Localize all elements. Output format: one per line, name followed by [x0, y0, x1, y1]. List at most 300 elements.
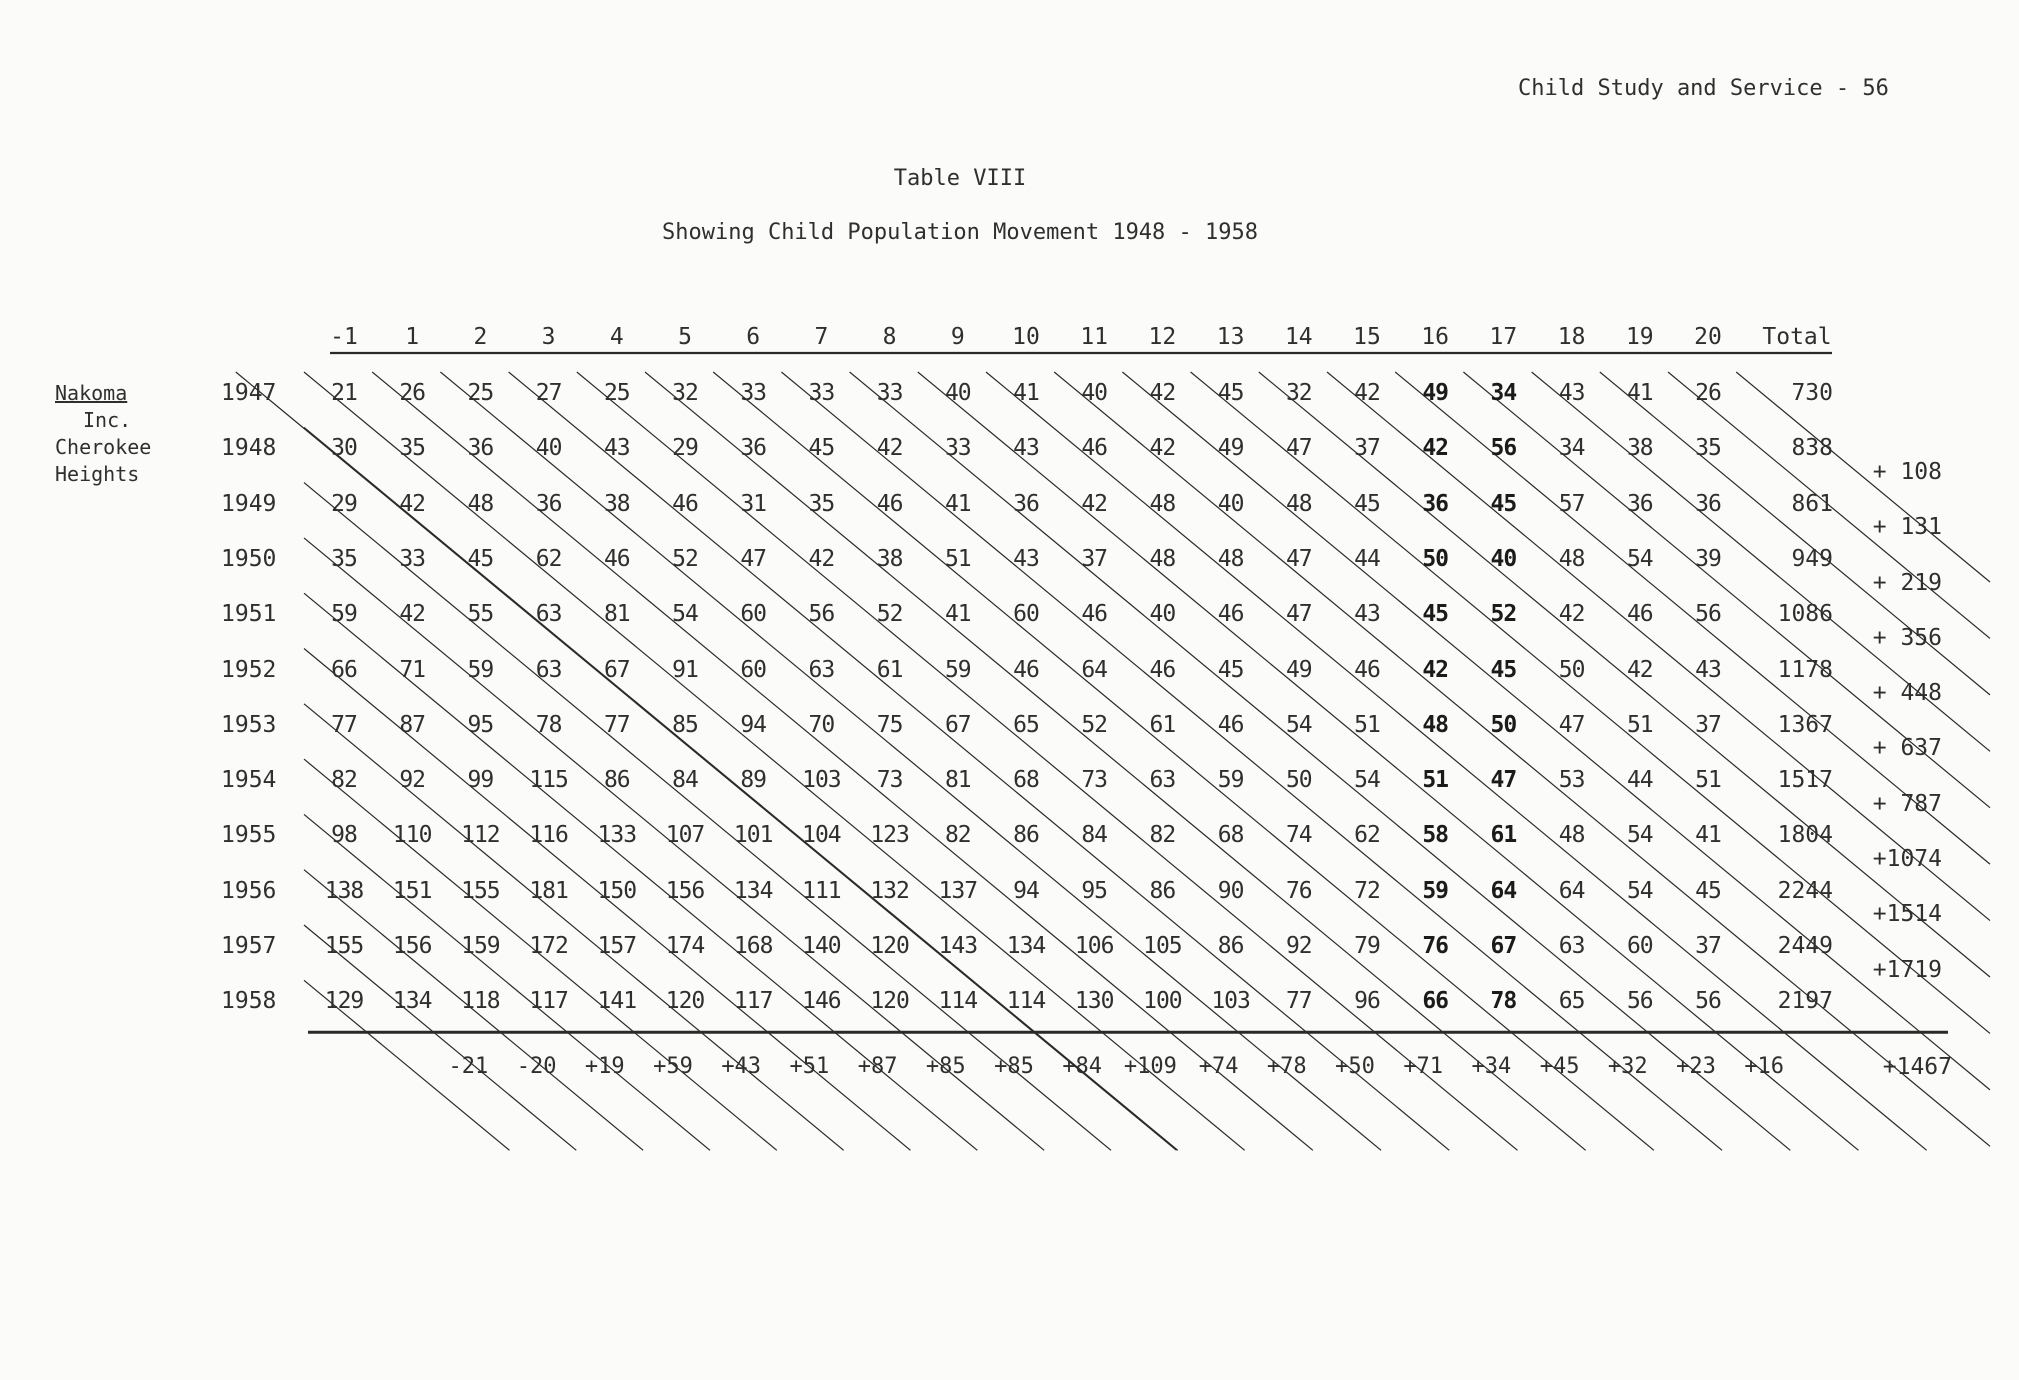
- table-cell: 62: [535, 545, 562, 572]
- table-cell: 101: [733, 822, 773, 849]
- column-difference: +32: [1607, 1054, 1648, 1080]
- table-cell: 61: [1490, 822, 1517, 849]
- row-year: 1957: [221, 933, 277, 959]
- table-cell: 40: [1081, 380, 1108, 406]
- table-cell: 86: [1149, 877, 1176, 904]
- table-cell: 59: [467, 656, 494, 683]
- table-cell: 36: [535, 490, 562, 517]
- table-cell: 42: [399, 601, 426, 628]
- column-header: 14: [1284, 324, 1313, 350]
- row-change: + 356: [1872, 624, 1942, 651]
- table-cell: 45: [1217, 380, 1244, 406]
- table-cell: 41: [944, 490, 971, 517]
- table-cell: 33: [808, 380, 835, 406]
- table-cell: 52: [672, 545, 698, 572]
- table-cell: 103: [1211, 988, 1250, 1015]
- row-total: 949: [1791, 545, 1833, 572]
- table-cell: 105: [1143, 933, 1182, 959]
- table-cell: 54: [1285, 711, 1312, 738]
- column-difference: +19: [584, 1054, 625, 1080]
- table-cell: 168: [733, 933, 773, 959]
- table-cell: 59: [944, 656, 971, 683]
- row-year: 1948: [221, 435, 277, 462]
- table-cell: 42: [1422, 656, 1449, 683]
- table-cell: 46: [603, 545, 630, 572]
- table-cell: 46: [876, 490, 903, 517]
- table-cell: 94: [740, 711, 767, 738]
- row-change: + 108: [1872, 458, 1942, 485]
- table-cell: 56: [1695, 988, 1721, 1015]
- table-cell: 54: [1626, 877, 1653, 904]
- column-header: 15: [1353, 324, 1381, 350]
- table-cell: 81: [944, 767, 971, 794]
- table-cell: 33: [740, 380, 767, 406]
- table-cell: 36: [1695, 490, 1721, 517]
- table-cell: 172: [529, 933, 568, 959]
- row-total: 1367: [1777, 711, 1833, 738]
- table-cell: 48: [1149, 545, 1176, 572]
- column-header: 12: [1148, 324, 1177, 350]
- column-header: 2: [473, 324, 488, 350]
- table-cell: 52: [876, 601, 903, 628]
- table-cell: 54: [1354, 767, 1380, 794]
- table-cell: 26: [399, 380, 426, 406]
- table-cell: 138: [324, 877, 364, 904]
- table-cell: 48: [1558, 545, 1585, 572]
- table-cell: 42: [876, 435, 903, 462]
- table-cell: 42: [399, 490, 426, 517]
- table-cell: 156: [392, 933, 432, 959]
- table-cell: 36: [1626, 490, 1653, 517]
- table-cell: 116: [529, 822, 568, 849]
- table-cell: 104: [802, 822, 841, 849]
- row-year: 1951: [221, 601, 277, 628]
- row-total: 1804: [1777, 822, 1833, 849]
- row-year: 1952: [221, 656, 277, 683]
- table-cell: 134: [392, 988, 432, 1015]
- table-cell: 115: [529, 767, 568, 794]
- column-difference: +43: [721, 1054, 762, 1080]
- row-change: + 448: [1872, 680, 1942, 707]
- table-cell: 43: [1695, 656, 1721, 683]
- cohort-diagonal: [1054, 372, 1990, 1146]
- row-total: 1178: [1777, 656, 1833, 683]
- column-difference: +74: [1198, 1054, 1239, 1080]
- table-cell: 46: [1081, 601, 1108, 628]
- table-cell: 62: [1354, 822, 1380, 849]
- table-cell: 87: [399, 711, 426, 738]
- row-year: 1956: [221, 877, 277, 904]
- table-cell: 133: [597, 822, 637, 849]
- table-title: Table VIII: [893, 166, 1027, 191]
- column-header: 20: [1694, 324, 1722, 350]
- table-cell: 78: [1490, 988, 1517, 1015]
- row-total: 1086: [1777, 601, 1833, 628]
- table-cell: 47: [1285, 435, 1312, 462]
- column-difference: +71: [1403, 1054, 1444, 1080]
- table-cell: 46: [1217, 711, 1244, 738]
- table-cell: 42: [1354, 380, 1380, 406]
- column-header: 4: [609, 324, 624, 350]
- table-cell: 132: [870, 877, 909, 904]
- table-cell: 155: [324, 933, 364, 959]
- row-year: 1947: [221, 380, 277, 406]
- table-cell: 35: [808, 490, 835, 517]
- table-cell: 40: [535, 435, 562, 462]
- table-cell: 130: [1074, 988, 1114, 1015]
- table-cell: 58: [1422, 822, 1449, 849]
- table-cell: 30: [331, 435, 357, 462]
- row-year: 1958: [221, 988, 277, 1015]
- row-change: +1514: [1872, 901, 1942, 928]
- table-cell: 157: [597, 933, 637, 959]
- table-cell: 63: [535, 601, 562, 628]
- table-cell: 34: [1558, 435, 1585, 462]
- table-cell: 27: [535, 380, 562, 406]
- table-cell: 60: [1626, 933, 1653, 959]
- table-cell: 35: [331, 545, 357, 572]
- row-change: +1074: [1872, 846, 1942, 873]
- table-cell: 64: [1558, 877, 1585, 904]
- row-total: 1517: [1777, 767, 1833, 794]
- table-cell: 92: [1285, 933, 1312, 959]
- column-difference: -20: [516, 1054, 557, 1080]
- table-cell: 47: [1285, 601, 1312, 628]
- table-cell: 54: [1626, 545, 1653, 572]
- row-total: 730: [1791, 380, 1833, 406]
- table-cell: 45: [1490, 490, 1517, 517]
- row-total: 2197: [1777, 988, 1833, 1015]
- table-cell: 54: [1626, 822, 1653, 849]
- table-cell: 65: [1013, 711, 1039, 738]
- table-cell: 53: [1558, 767, 1585, 794]
- column-difference: +23: [1676, 1054, 1716, 1080]
- table-cell: 86: [1013, 822, 1039, 849]
- column-difference: +85: [925, 1054, 966, 1080]
- row-change: + 219: [1872, 569, 1942, 596]
- table-cell: 42: [1626, 656, 1653, 683]
- total-header: Total: [1762, 324, 1832, 350]
- table-cell: 42: [1081, 490, 1108, 517]
- table-cell: 60: [740, 601, 767, 628]
- table-cell: 63: [808, 656, 835, 683]
- table-cell: 47: [740, 545, 767, 572]
- table-cell: 44: [1626, 767, 1653, 794]
- table-cell: 37: [1695, 711, 1721, 738]
- table-cell: 38: [876, 545, 903, 572]
- table-cell: 99: [467, 767, 494, 794]
- table-cell: 63: [1149, 767, 1176, 794]
- table-cell: 49: [1422, 380, 1449, 406]
- table-cell: 44: [1354, 545, 1380, 572]
- row-total: 838: [1791, 435, 1833, 462]
- table-cell: 134: [1006, 933, 1046, 959]
- table-cell: 106: [1074, 933, 1114, 959]
- column-difference: +59: [653, 1054, 693, 1080]
- row-change: +1719: [1872, 956, 1942, 983]
- area-label-line-2: Inc.: [83, 408, 132, 432]
- column-header: 5: [678, 324, 692, 350]
- table-cell: 82: [944, 822, 971, 849]
- table-cell: 117: [529, 988, 568, 1015]
- table-cell: 82: [1149, 822, 1176, 849]
- table-cell: 41: [1626, 380, 1653, 406]
- column-header: 8: [882, 324, 897, 350]
- table-cell: 48: [1217, 545, 1244, 572]
- table-cell: 96: [1354, 988, 1380, 1015]
- table-cell: 41: [1013, 380, 1039, 406]
- table-cell: 42: [1149, 380, 1176, 406]
- table-cell: 120: [870, 933, 909, 959]
- table-cell: 32: [1285, 380, 1312, 406]
- row-change: + 637: [1872, 735, 1942, 762]
- table-cell: 42: [1149, 435, 1176, 462]
- table-cell: 73: [1081, 767, 1108, 794]
- table-cell: 46: [1081, 435, 1108, 462]
- table-cell: 66: [1422, 988, 1449, 1015]
- column-difference: +16: [1744, 1054, 1785, 1080]
- table-cell: 156: [665, 877, 705, 904]
- table-cell: 107: [665, 822, 705, 849]
- area-label-line-4: Heights: [55, 462, 140, 486]
- table-cell: 60: [740, 656, 767, 683]
- table-cell: 140: [802, 933, 841, 959]
- table-cell: 65: [1558, 988, 1585, 1015]
- grand-difference: +1467: [1882, 1054, 1952, 1081]
- table-cell: 52: [1490, 601, 1517, 628]
- row-year: 1953: [221, 711, 277, 738]
- table-cell: 134: [733, 877, 773, 904]
- table-cell: 151: [392, 877, 432, 904]
- table-cell: 47: [1558, 711, 1585, 738]
- table-cell: 120: [665, 988, 705, 1015]
- table-cell: 95: [467, 711, 494, 738]
- table-cell: 39: [1695, 545, 1721, 572]
- column-header: 19: [1625, 324, 1654, 350]
- table-cell: 50: [1558, 656, 1585, 683]
- table-cell: 75: [876, 711, 903, 738]
- table-cell: 89: [740, 767, 767, 794]
- table-cell: 45: [1422, 601, 1449, 628]
- table-cell: 56: [1490, 435, 1517, 462]
- table-cell: 54: [672, 601, 698, 628]
- table-cell: 146: [802, 988, 841, 1015]
- column-difference: +84: [1062, 1054, 1103, 1080]
- table-cell: 48: [1285, 490, 1312, 517]
- column-difference: +109: [1123, 1054, 1177, 1080]
- table-cell: 32: [672, 380, 698, 406]
- table-cell: 90: [1217, 877, 1244, 904]
- table-cell: 29: [331, 490, 357, 517]
- column-difference: +45: [1539, 1054, 1580, 1080]
- table-cell: 21: [331, 380, 357, 406]
- table-cell: 86: [1217, 933, 1244, 959]
- table-cell: 61: [876, 656, 903, 683]
- table-cell: 49: [1285, 656, 1312, 683]
- table-cell: 25: [603, 380, 630, 406]
- table-cell: 46: [1626, 601, 1653, 628]
- table-cell: 72: [1354, 877, 1380, 904]
- table-subtitle: Showing Child Population Movement 1948 - 1958: [661, 220, 1259, 245]
- table-cell: 41: [1695, 822, 1721, 849]
- table-cell: 46: [1013, 656, 1039, 683]
- table-cell: 77: [603, 711, 630, 738]
- column-difference: +50: [1335, 1054, 1375, 1080]
- table-cell: 112: [461, 822, 500, 849]
- table-cell: 150: [597, 877, 637, 904]
- table-cell: 74: [1285, 822, 1312, 849]
- table-cell: 59: [331, 601, 357, 628]
- column-header: 6: [746, 324, 761, 350]
- table-cell: 79: [1354, 933, 1380, 959]
- table-cell: 155: [461, 877, 500, 904]
- table-cell: 92: [399, 767, 426, 794]
- table-cell: 137: [938, 877, 978, 904]
- row-change: + 131: [1872, 514, 1942, 541]
- area-label-line-1: Nakoma: [55, 381, 128, 405]
- table-cell: 63: [1558, 933, 1585, 959]
- column-difference: +51: [789, 1054, 830, 1080]
- table-cell: 91: [672, 656, 698, 683]
- table-cell: 37: [1695, 933, 1721, 959]
- table-cell: 111: [802, 877, 841, 904]
- table-cell: 68: [1013, 767, 1039, 794]
- table-cell: 51: [1695, 767, 1721, 794]
- table-cell: 55: [467, 601, 494, 628]
- table-cell: 57: [1558, 490, 1585, 517]
- row-change: + 787: [1872, 790, 1942, 817]
- table-cell: 114: [938, 988, 978, 1015]
- row-total: 861: [1791, 490, 1833, 517]
- table-cell: 36: [1013, 490, 1039, 517]
- table-cell: 56: [808, 601, 835, 628]
- column-header: 7: [814, 324, 829, 350]
- table-cell: 36: [1422, 490, 1449, 517]
- table-cell: 82: [331, 767, 357, 794]
- table-cell: 29: [672, 435, 698, 462]
- table-cell: 45: [1490, 656, 1517, 683]
- column-header: 18: [1557, 324, 1586, 350]
- table-cell: 51: [1354, 711, 1380, 738]
- table-cell: 84: [672, 767, 698, 794]
- table-cell: 45: [467, 545, 494, 572]
- table-cell: 50: [1422, 545, 1449, 572]
- table-cell: 59: [1217, 767, 1244, 794]
- table-cell: 40: [944, 380, 971, 406]
- table-cell: 110: [392, 822, 432, 849]
- column-header: 1: [405, 324, 420, 350]
- table-cell: 114: [1006, 988, 1046, 1015]
- column-difference: +87: [857, 1054, 898, 1080]
- table-cell: 45: [1217, 656, 1244, 683]
- table-cell: 46: [1354, 656, 1380, 683]
- column-difference: +85: [994, 1054, 1034, 1080]
- column-header: 17: [1489, 324, 1518, 350]
- table-cell: 50: [1490, 711, 1517, 738]
- table-cell: 84: [1081, 822, 1108, 849]
- table-cell: 94: [1013, 877, 1039, 904]
- table-cell: 141: [597, 988, 637, 1015]
- table-cell: 31: [740, 490, 767, 517]
- table-cell: 76: [1285, 877, 1312, 904]
- table-cell: 36: [740, 435, 767, 462]
- table-cell: 51: [944, 545, 971, 572]
- table-cell: 78: [535, 711, 562, 738]
- table-cell: 77: [1285, 988, 1312, 1015]
- table-cell: 35: [1695, 435, 1721, 462]
- table-cell: 66: [331, 656, 357, 683]
- table-cell: 48: [1558, 822, 1585, 849]
- table-cell: 40: [1149, 601, 1176, 628]
- table-cell: 61: [1149, 711, 1176, 738]
- table-cell: 52: [1081, 711, 1108, 738]
- table-cell: 51: [1422, 767, 1449, 794]
- table-cell: 123: [870, 822, 909, 849]
- table-cell: 46: [672, 490, 698, 517]
- table-cell: 68: [1217, 822, 1244, 849]
- table-cell: 33: [876, 380, 903, 406]
- table-cell: 143: [938, 933, 978, 959]
- column-header: 11: [1080, 324, 1109, 350]
- table-cell: 129: [324, 988, 364, 1015]
- table-cell: 60: [1013, 601, 1039, 628]
- column-header: 10: [1012, 324, 1040, 350]
- table-cell: 33: [944, 435, 971, 462]
- table-cell: 181: [529, 877, 568, 904]
- column-header: 13: [1216, 324, 1245, 350]
- table-cell: 95: [1081, 877, 1108, 904]
- table-cell: 70: [808, 711, 835, 738]
- table-cell: 56: [1626, 988, 1653, 1015]
- table-cell: 40: [1217, 490, 1244, 517]
- table-cell: 76: [1422, 933, 1449, 959]
- table-cell: 117: [733, 988, 773, 1015]
- table-cell: 38: [603, 490, 630, 517]
- table-cell: 43: [1558, 380, 1585, 406]
- cohort-diagonal: [304, 814, 710, 1150]
- table-cell: 100: [1143, 988, 1182, 1015]
- table-cell: 64: [1490, 877, 1517, 904]
- page-header-label: Child Study and Service - 56: [1518, 76, 1889, 101]
- table-cell: 120: [870, 988, 909, 1015]
- table-cell: 48: [1422, 711, 1449, 738]
- column-header: 9: [950, 324, 965, 350]
- table-cell: 159: [461, 933, 500, 959]
- table-cell: 71: [399, 656, 426, 683]
- column-difference: +78: [1266, 1054, 1307, 1080]
- table-cell: 98: [331, 822, 357, 849]
- table-cell: 45: [1354, 490, 1380, 517]
- table-cell: 46: [1149, 656, 1176, 683]
- table-cell: 59: [1422, 877, 1449, 904]
- table-cell: 47: [1490, 767, 1517, 794]
- table-cell: 40: [1490, 545, 1517, 572]
- table-cell: 67: [944, 711, 971, 738]
- row-total: 2244: [1777, 877, 1833, 904]
- table-cell: 35: [399, 435, 426, 462]
- table-cell: 45: [808, 435, 835, 462]
- table-cell: 49: [1217, 435, 1244, 462]
- column-header: -1: [330, 324, 358, 350]
- row-year: 1950: [221, 545, 277, 572]
- table-cell: 51: [1626, 711, 1653, 738]
- table-cell: 47: [1285, 545, 1312, 572]
- table-cell: 37: [1354, 435, 1380, 462]
- table-cell: 42: [1558, 601, 1585, 628]
- table-cell: 34: [1490, 380, 1517, 406]
- table-cell: 38: [1626, 435, 1653, 462]
- table-cell: 43: [1013, 435, 1039, 462]
